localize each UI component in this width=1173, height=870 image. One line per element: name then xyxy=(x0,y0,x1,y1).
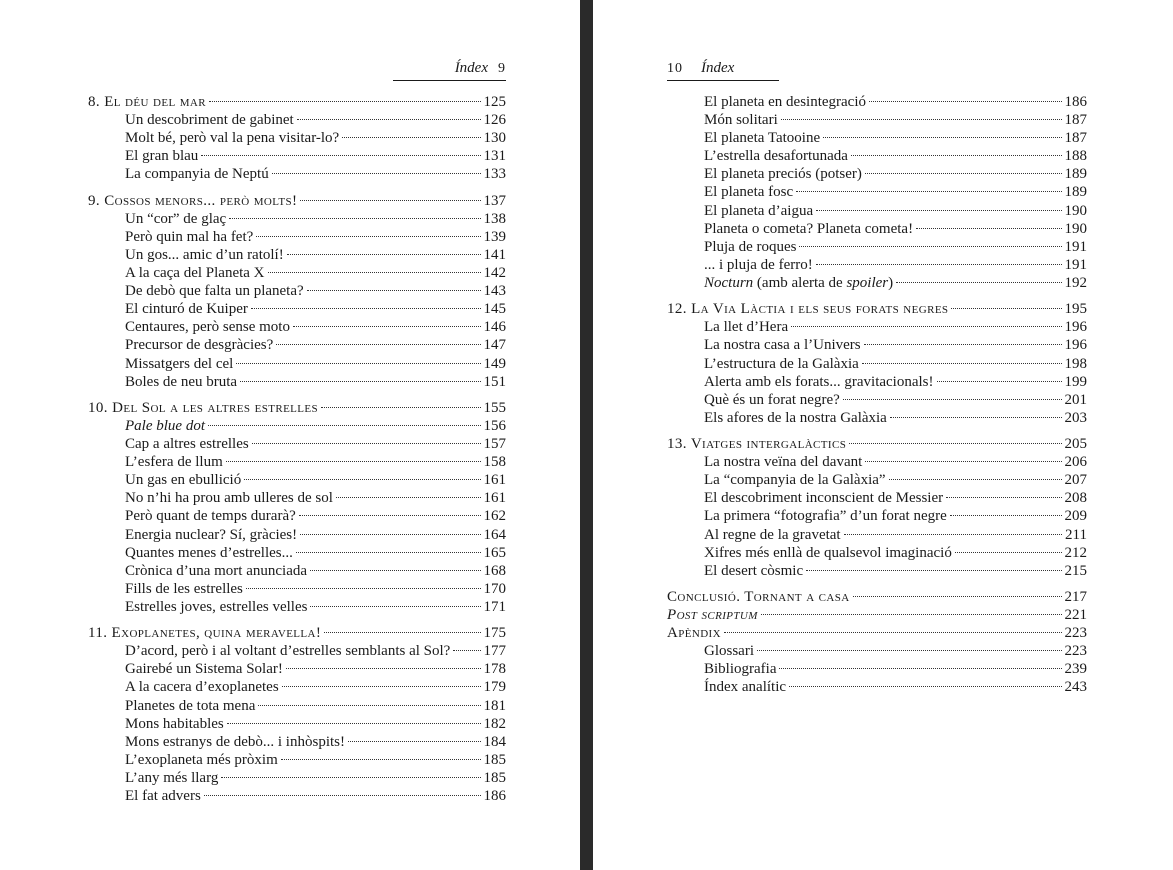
toc-entry-title: Cap a altres estrelles xyxy=(125,436,249,453)
dot-leader xyxy=(806,570,1061,571)
toc-entry-title: L’estructura de la Galàxia xyxy=(704,355,859,372)
toc-entry-title: El cinturó de Kuiper xyxy=(125,301,248,318)
toc-page-number: 168 xyxy=(483,562,506,579)
dot-leader xyxy=(300,534,480,535)
toc-entry xyxy=(667,409,1087,427)
toc-entry-title: Mons habitables xyxy=(125,715,224,732)
toc-entry-title: Boles de neu bruta xyxy=(125,373,238,390)
toc-entry xyxy=(88,642,506,660)
toc-entry xyxy=(667,355,1087,373)
toc-entry-title: Què és un forat negre? xyxy=(704,391,840,408)
dot-leader xyxy=(851,155,1062,156)
toc-chapter-entry xyxy=(88,399,506,417)
dot-leader xyxy=(865,461,1061,462)
left-page-header xyxy=(393,60,506,81)
dot-leader xyxy=(268,272,481,273)
toc-entry-title: Post scriptum xyxy=(667,607,758,624)
toc-entry-title: Molt bé, però val la pena visitar-lo? xyxy=(125,130,340,147)
toc-entry-title: Índex analític xyxy=(704,679,787,696)
toc-entry xyxy=(88,489,506,507)
toc-chapter-entry xyxy=(667,606,1087,624)
dot-leader xyxy=(779,668,1061,669)
toc-entry-title: El fat advers xyxy=(125,788,201,805)
toc-entry xyxy=(88,660,506,678)
toc-page-number: 185 xyxy=(483,751,506,768)
toc-entry-title: A la cacera d’exoplanetes xyxy=(125,679,279,696)
toc-entry-title: Els afores de la nostra Galàxia xyxy=(704,409,887,426)
dot-leader xyxy=(342,137,480,138)
toc-entry xyxy=(88,210,506,228)
dot-leader xyxy=(240,381,480,382)
toc-entry-title: Centaures, però sense moto xyxy=(125,319,290,336)
toc-page-number: 158 xyxy=(483,454,506,471)
toc-entry xyxy=(667,526,1087,544)
toc-entry-title: Però quant de temps durarà? xyxy=(125,508,296,525)
toc-entry-title: Mons estranys de debò... i inhòspits! xyxy=(125,733,345,750)
toc-entry xyxy=(667,238,1087,256)
toc-page-number: 223 xyxy=(1064,643,1087,660)
dot-leader xyxy=(865,173,1062,174)
dot-leader xyxy=(348,741,481,742)
toc-entry xyxy=(88,264,506,282)
toc-entry xyxy=(88,751,506,769)
toc-chapter-entry xyxy=(88,624,506,642)
toc-page-number: 190 xyxy=(1064,220,1087,237)
dot-leader xyxy=(843,399,1062,400)
dot-leader xyxy=(258,705,480,706)
toc-entry-title: L’any més llarg xyxy=(125,769,219,786)
toc-entry-title: Pale blue dot xyxy=(125,417,205,434)
toc-entry xyxy=(88,580,506,598)
dot-leader xyxy=(889,479,1062,480)
toc-entry-title: La nostra casa a l’Univers xyxy=(704,337,861,354)
toc-entry xyxy=(667,147,1087,165)
toc-page-number: 162 xyxy=(483,508,506,525)
toc-entry-title: Fills de les estrelles xyxy=(125,580,243,597)
toc-entry-title: De debò que falta un planeta? xyxy=(125,283,304,300)
toc-entry-title: El descobriment inconscient de Messier xyxy=(704,490,944,507)
toc-entry xyxy=(88,282,506,300)
left-page xyxy=(0,0,580,870)
toc-page-number: 170 xyxy=(483,580,506,597)
toc-chapter-entry xyxy=(667,300,1087,318)
dot-leader xyxy=(281,759,481,760)
toc-page-number: 186 xyxy=(1064,94,1087,110)
toc-page-number: 161 xyxy=(483,490,506,507)
toc-entry xyxy=(667,129,1087,147)
dot-leader xyxy=(789,686,1061,687)
toc-chapter-entry xyxy=(667,624,1087,642)
toc-entry xyxy=(88,373,506,391)
toc-entry xyxy=(88,165,506,183)
toc-page-number: 185 xyxy=(483,769,506,786)
toc-page-number: 199 xyxy=(1064,373,1087,390)
toc-page-number: 243 xyxy=(1064,679,1087,696)
toc-entry xyxy=(667,220,1087,238)
toc-entry xyxy=(667,183,1087,201)
toc-entry xyxy=(667,391,1087,409)
toc-entry xyxy=(88,435,506,453)
toc-page-number: 203 xyxy=(1064,409,1087,426)
toc-page-number: 171 xyxy=(483,598,506,615)
toc-entry xyxy=(667,544,1087,562)
toc-entry-title: Alerta amb els forats... gravitacionals! xyxy=(704,373,934,390)
toc-entry-title: 11. Exoplanetes, quina meravella! xyxy=(88,625,322,642)
toc-entry xyxy=(88,417,506,435)
toc-entry-title: Bibliografia xyxy=(704,661,777,678)
dot-leader xyxy=(272,173,481,174)
toc-page-number: 177 xyxy=(483,643,506,660)
right-page xyxy=(593,0,1173,870)
right-page-header xyxy=(667,60,779,81)
dot-leader xyxy=(955,552,1062,553)
dot-leader xyxy=(916,228,1061,229)
toc-page-number: 221 xyxy=(1064,607,1087,624)
toc-entry-title: El desert còsmic xyxy=(704,562,804,579)
toc-entry-title: El gran blau xyxy=(125,148,199,165)
toc-entry-title: Quantes menes d’estrelles... xyxy=(125,544,293,561)
dot-leader xyxy=(336,497,481,498)
dot-leader xyxy=(204,795,481,796)
toc-entry-title: La primera “fotografia” d’un forat negre xyxy=(704,508,947,525)
toc-page-number: 146 xyxy=(483,319,506,336)
dot-leader xyxy=(799,246,1061,247)
dot-leader xyxy=(297,119,481,120)
dot-leader xyxy=(256,236,480,237)
toc-entry-title: 8. El déu del mar xyxy=(88,94,206,110)
dot-leader xyxy=(453,650,480,651)
toc-entry-title: No n’hi ha prou amb ulleres de sol xyxy=(125,490,333,507)
toc-entry xyxy=(667,471,1087,489)
dot-leader xyxy=(761,614,1062,615)
toc-entry-title: A la caça del Planeta X xyxy=(125,265,265,282)
toc-entry xyxy=(667,93,1087,111)
dot-leader xyxy=(227,723,481,724)
toc-chapter-entry xyxy=(88,93,506,111)
toc-entry-title: L’estrella desafortunada xyxy=(704,148,848,165)
dot-leader xyxy=(226,461,481,462)
toc-entry-title: Estrelles joves, estrelles velles xyxy=(125,598,308,615)
dot-leader xyxy=(869,101,1061,102)
dot-leader xyxy=(221,777,480,778)
toc-entry xyxy=(667,111,1087,129)
toc-entry-title: Crònica d’una mort anunciada xyxy=(125,562,308,579)
toc-entry-title: La llet d’Hera xyxy=(704,319,789,336)
toc-entry-title: Nocturn (amb alerta de spoiler) xyxy=(704,274,894,291)
toc-entry xyxy=(88,697,506,715)
toc-page-number: 211 xyxy=(1065,526,1087,543)
toc-entry-title: 9. Cossos menors... però molts! xyxy=(88,192,298,209)
toc-page-number: 187 xyxy=(1064,112,1087,129)
toc-page-number: 145 xyxy=(483,301,506,318)
toc-entry-title: Conclusió. Tornant a casa xyxy=(667,589,850,605)
toc-page-number: 182 xyxy=(483,715,506,732)
dot-leader xyxy=(310,570,480,571)
toc-entry xyxy=(88,318,506,336)
toc-page-number: 208 xyxy=(1064,490,1087,507)
toc-page-number: 189 xyxy=(1064,184,1087,201)
dot-leader xyxy=(946,497,1061,498)
toc-entry xyxy=(88,562,506,580)
toc-page-number: 196 xyxy=(1064,319,1087,336)
toc-page-number: 141 xyxy=(483,246,506,263)
dot-leader xyxy=(324,632,480,633)
toc-page-number: 165 xyxy=(483,544,506,561)
toc-entry xyxy=(88,453,506,471)
toc-entry-title: Món solitari xyxy=(704,112,778,129)
toc-page-number: 143 xyxy=(483,283,506,300)
dot-leader xyxy=(951,308,1061,309)
toc-entry-title: Glossari xyxy=(704,643,754,660)
toc-page-number: 209 xyxy=(1064,508,1087,525)
toc-entry xyxy=(667,256,1087,274)
toc-entry-title: La “companyia de la Galàxia” xyxy=(704,472,886,489)
toc-entry-title: El planeta en desintegració xyxy=(704,94,867,110)
toc-page-number: 138 xyxy=(483,210,506,227)
toc-page-number: 161 xyxy=(483,472,506,489)
left-header-title: Índex xyxy=(454,60,488,76)
toc-entry-title: Planetes de tota mena xyxy=(125,697,256,714)
toc-entry-title: El planeta Tatooine xyxy=(704,130,821,147)
toc-entry-title: Apèndix xyxy=(667,625,721,642)
toc-page-number: 164 xyxy=(483,526,506,543)
toc-entry-title: Un gos... amic d’un ratolí! xyxy=(125,246,284,263)
toc-entry-title: 10. Del Sol a les altres estrelles xyxy=(88,399,319,416)
toc-page-number: 175 xyxy=(483,625,506,642)
toc-entry-title: Però quin mal ha fet? xyxy=(125,228,254,245)
toc-entry-title: Un gas en ebullició xyxy=(125,472,242,489)
toc-page-number: 131 xyxy=(483,148,506,165)
dot-leader xyxy=(246,588,481,589)
toc-entry xyxy=(667,202,1087,220)
toc-chapter-entry xyxy=(88,192,506,210)
toc-entry-title: El planeta d’aigua xyxy=(704,202,814,219)
right-header-title: Índex xyxy=(701,60,735,76)
dot-leader xyxy=(229,218,480,219)
toc-page-number: 191 xyxy=(1064,238,1087,255)
toc-page-number: 178 xyxy=(483,661,506,678)
toc-entry-title: Energia nuclear? Sí, gràcies! xyxy=(125,526,298,543)
dot-leader xyxy=(896,282,1061,283)
toc-entry xyxy=(667,489,1087,507)
dot-leader xyxy=(300,200,480,201)
toc-page-number: 190 xyxy=(1064,202,1087,219)
toc-entry-title: El planeta fosc xyxy=(704,184,794,201)
dot-leader xyxy=(282,686,481,687)
dot-leader xyxy=(252,443,481,444)
dot-leader xyxy=(890,417,1062,418)
toc-page-number: 126 xyxy=(483,112,506,129)
toc-page-number: 142 xyxy=(483,265,506,282)
toc-entry-title: L’exoplaneta més pròxim xyxy=(125,751,278,768)
dot-leader xyxy=(853,596,1062,597)
toc-page-number: 196 xyxy=(1064,337,1087,354)
toc-page-number: 157 xyxy=(483,436,506,453)
toc-entry-title: Al regne de la gravetat xyxy=(704,526,841,543)
toc-page-number: 205 xyxy=(1064,436,1087,453)
dot-leader xyxy=(724,632,1062,633)
toc-entry xyxy=(88,300,506,318)
toc-page-number: 223 xyxy=(1064,625,1087,642)
toc-entry xyxy=(88,526,506,544)
dot-leader xyxy=(293,326,481,327)
toc-entry xyxy=(667,318,1087,336)
dot-leader xyxy=(816,264,1062,265)
toc-entry xyxy=(667,453,1087,471)
toc-page-number: 239 xyxy=(1064,661,1087,678)
toc-page-number: 186 xyxy=(483,788,506,805)
toc-entry-title: Precursor de desgràcies? xyxy=(125,337,274,354)
toc-entry-title: Gairebé un Sistema Solar! xyxy=(125,661,283,678)
dot-leader xyxy=(757,650,1062,651)
toc-entry xyxy=(88,246,506,264)
dot-leader xyxy=(310,606,480,607)
dot-leader xyxy=(287,254,481,255)
toc-entry xyxy=(88,769,506,787)
toc-chapter-entry xyxy=(667,588,1087,606)
toc-entry-title: La nostra veïna del davant xyxy=(704,454,863,471)
toc-entry xyxy=(88,507,506,525)
toc-entry xyxy=(88,129,506,147)
dot-leader xyxy=(244,479,480,480)
dot-leader xyxy=(286,668,481,669)
toc-entry xyxy=(667,678,1087,696)
toc-page-number: 212 xyxy=(1064,544,1087,561)
toc-entry xyxy=(667,562,1087,580)
toc-entry xyxy=(667,274,1087,292)
toc-entry xyxy=(88,678,506,696)
toc-page-number: 188 xyxy=(1064,148,1087,165)
toc-page-number: 198 xyxy=(1064,355,1087,372)
dot-leader xyxy=(321,407,480,408)
left-toc-list xyxy=(88,93,506,805)
dot-leader xyxy=(208,425,481,426)
dot-leader xyxy=(937,381,1062,382)
toc-page-number: 125 xyxy=(483,94,506,110)
toc-page-number: 155 xyxy=(483,399,506,416)
toc-page-number: 149 xyxy=(483,355,506,372)
dot-leader xyxy=(864,344,1062,345)
toc-entry-title: 13. Viatges intergalàctics xyxy=(667,436,847,453)
toc-entry xyxy=(88,228,506,246)
toc-page-number: 139 xyxy=(483,228,506,245)
toc-chapter-entry xyxy=(667,435,1087,453)
book-gutter xyxy=(580,0,593,870)
toc-page-number: 201 xyxy=(1064,391,1087,408)
toc-entry xyxy=(667,642,1087,660)
toc-page-number: 189 xyxy=(1064,166,1087,183)
toc-page-number: 151 xyxy=(483,373,506,390)
dot-leader xyxy=(844,534,1062,535)
dot-leader xyxy=(299,515,481,516)
dot-leader xyxy=(251,308,481,309)
toc-page-number: 191 xyxy=(1064,256,1087,273)
toc-page-number: 137 xyxy=(483,192,506,209)
toc-page-number: 184 xyxy=(483,733,506,750)
toc-entry xyxy=(88,147,506,165)
toc-page-number: 207 xyxy=(1064,472,1087,489)
toc-entry-title: La companyia de Neptú xyxy=(125,166,269,183)
toc-entry-title: Xifres més enllà de qualsevol imaginació xyxy=(704,544,952,561)
toc-entry xyxy=(667,507,1087,525)
dot-leader xyxy=(296,552,481,553)
toc-page-number: 187 xyxy=(1064,130,1087,147)
dot-leader xyxy=(791,326,1061,327)
toc-entry-title: 12. La Via Làctia i els seus forats negres xyxy=(667,301,949,318)
toc-entry xyxy=(667,373,1087,391)
dot-leader xyxy=(781,119,1062,120)
toc-page-number: 147 xyxy=(483,337,506,354)
toc-page-number: 195 xyxy=(1064,301,1087,318)
toc-entry-title: L’esfera de llum xyxy=(125,454,223,471)
toc-page-number: 192 xyxy=(1064,274,1087,291)
toc-entry xyxy=(88,787,506,805)
toc-page-number: 179 xyxy=(483,679,506,696)
toc-page-number: 133 xyxy=(483,166,506,183)
dot-leader xyxy=(950,515,1062,516)
toc-entry xyxy=(88,355,506,373)
toc-entry-title: Planeta o cometa? Planeta cometa! xyxy=(704,220,914,237)
dot-leader xyxy=(201,155,480,156)
toc-entry xyxy=(667,336,1087,354)
toc-entry xyxy=(88,471,506,489)
toc-entry-title: Missatgers del cel xyxy=(125,355,234,372)
toc-page-number: 181 xyxy=(483,697,506,714)
toc-entry-title: ... i pluja de ferro! xyxy=(704,256,813,273)
dot-leader xyxy=(276,344,480,345)
dot-leader xyxy=(823,137,1061,138)
toc-page-number: 206 xyxy=(1064,454,1087,471)
left-page-number: 9 xyxy=(498,61,506,76)
right-page-number: 10 xyxy=(667,61,683,76)
dot-leader xyxy=(849,443,1061,444)
dot-leader xyxy=(307,290,481,291)
dot-leader xyxy=(796,191,1061,192)
toc-page-number: 215 xyxy=(1064,562,1087,579)
toc-page-number: 130 xyxy=(483,130,506,147)
dot-leader xyxy=(862,363,1062,364)
toc-entry-title: Pluja de roques xyxy=(704,238,797,255)
toc-entry xyxy=(667,165,1087,183)
toc-entry xyxy=(88,111,506,129)
toc-entry xyxy=(88,544,506,562)
dot-leader xyxy=(209,101,481,102)
toc-entry-title: D’acord, però i al voltant d’estrelles semblants al Sol? xyxy=(125,643,451,660)
toc-entry xyxy=(667,660,1087,678)
toc-page-number: 156 xyxy=(483,417,506,434)
dot-leader xyxy=(816,210,1061,211)
toc-entry-title: El planeta preciós (potser) xyxy=(704,166,862,183)
toc-entry xyxy=(88,715,506,733)
toc-entry-title: Un descobriment de gabinet xyxy=(125,112,294,129)
toc-entry xyxy=(88,598,506,616)
toc-entry-title: Un “cor” de glaç xyxy=(125,210,227,227)
toc-entry xyxy=(88,336,506,354)
toc-page-number: 217 xyxy=(1064,589,1087,605)
right-toc-list xyxy=(667,93,1087,697)
toc-entry xyxy=(88,733,506,751)
dot-leader xyxy=(236,363,480,364)
